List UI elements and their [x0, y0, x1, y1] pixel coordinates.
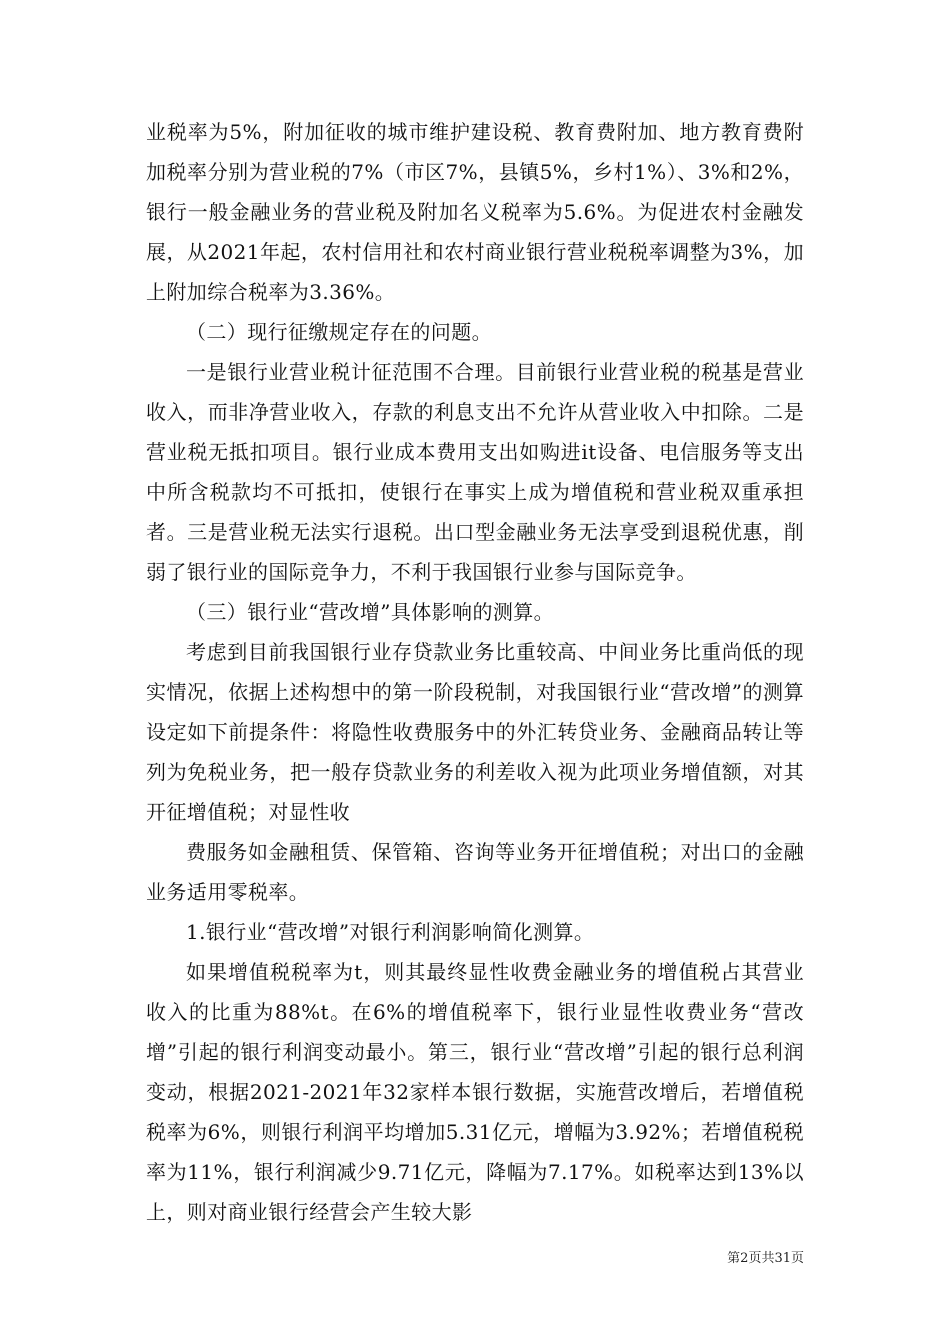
- document-body: [146, 112, 804, 1232]
- paragraph-assumptions-continued: 费服务如金融租赁、保管箱、咨询等业务开征增值税；对出口的金融业务适用零税率。: [146, 840, 804, 904]
- paragraph-assumptions: 考虑到目前我国银行业存贷款业务比重较高、中间业务比重尚低的现实情况，依据上述构想中的第一阶段税制，对我国银行业“营改增”的测算设定如下前提条件：将隐性收费服务中的外汇转贷业务、金融商品转让等列为免税业务，把一般存贷款业务的利差收入视为此项业务增值额，对其开征增值税；对显性收: [146, 640, 804, 824]
- subsection-heading-profit: 1.银行业“营改增”对银行利润影响简化测算。: [186, 920, 595, 944]
- section-heading-problems: （二）现行征缴规定存在的问题。: [186, 320, 492, 344]
- paragraph-tax-rates: 业税率为5%，附加征收的城市维护建设税、教育费附加、地方教育费附加税率分别为营业税的7%（市区7%，县镇5%，乡村1%）、3%和2%，银行一般金融业务的营业税及附加名义税率为5.6%。为促进农村金融发展，从2021年起，农村信用社和农村商业银行营业税税率调整为3%，加上附加综合税率为3.36%。: [146, 120, 804, 304]
- page-number-footer: 第2页共31页: [727, 1251, 804, 1266]
- section-heading-impact: （三）银行业“营改增”具体影响的测算。: [186, 600, 555, 624]
- paragraph-profit-calculation: 如果增值税税率为t，则其最终显性收费金融业务的增值税占其营业收入的比重为88%t。在6%的增值税率下，银行业显性收费业务“营改增”引起的银行利润变动最小。第三，银行业“营改增”引起的银行总利润变动，根据2021-2021年32家样本银行数据，实施营改增后，若增值税税率为6%，则银行利润平均增加5.31亿元，增幅为3.92%；若增值税税率为11%，银行利润减少9.71亿元，降幅为7.17%。如税率达到13%以上，则对商业银行经营会产生较大影: [146, 960, 804, 1224]
- paragraph-problems: 一是银行业营业税计征范围不合理。目前银行业营业税的税基是营业收入，而非净营业收入，存款的利息支出不允许从营业收入中扣除。二是营业税无抵扣项目。银行业成本费用支出如购进it设备、电信服务等支出中所含税款均不可抵扣，使银行在事实上成为增值税和营业税双重承担者。三是营业税无法实行退税。出口型金融业务无法享受到退税优惠，削弱了银行业的国际竞争力，不利于我国银行业参与国际竞争。: [146, 360, 804, 584]
